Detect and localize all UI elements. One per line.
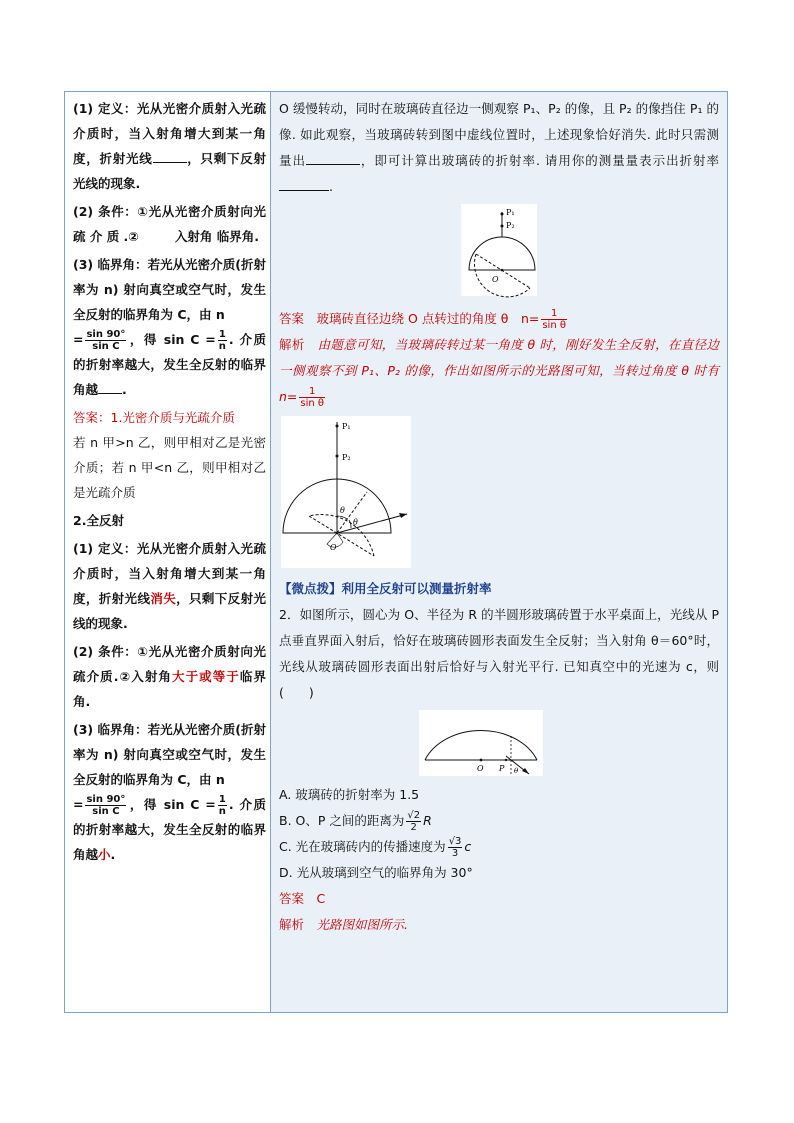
figure-3-svg bbox=[279, 710, 719, 778]
figure-2-svg bbox=[279, 416, 719, 570]
label-theta: θ bbox=[514, 767, 519, 775]
figure-1-svg bbox=[279, 204, 719, 304]
label-p: P bbox=[499, 764, 505, 773]
fraction-sin90-2: $\frac{\sin 90^\circ}{\text{sin C}}$ bbox=[86, 794, 126, 817]
option-b: B. O、P 之间的距离为 $\frac{√2}{2}$ R bbox=[279, 810, 432, 833]
option-a: A. 玻璃砖的折射率为 1.5 bbox=[279, 787, 420, 802]
crit-text-c: . 介质的折射率越大，发生全反射的临界角越 bbox=[73, 332, 267, 397]
answer-line-2: 若 n 甲>n 乙，则甲相对乙是光密介质；若 n 甲<n 乙，则甲相对乙是光疏介质 bbox=[73, 435, 266, 500]
explanation-1: 解析 由题意可知，当玻璃砖转过某一角度 θ 时，刚好发生全反射，在直径边一侧观察不到 P₁、P₂ 的像，作出如图所示的光路图可知，当转过角度 θ 时有 n= $\frac{1}{\text{sin θ}}$ bbox=[279, 337, 719, 409]
left-def-1 bbox=[73, 96, 266, 196]
eq-sign: = bbox=[73, 332, 84, 347]
option-c: C. 光在玻璃砖内的传播速度为 $\frac{√3}{3}$ c bbox=[279, 836, 472, 859]
answer-1: 答案 玻璃砖直径边绕 O 点转过的角度 θ n= $\frac{1}{\text{sin θ}}$ bbox=[279, 308, 566, 331]
section-total-reflection: 2.全反射 bbox=[73, 513, 124, 528]
figure-1 bbox=[279, 204, 719, 304]
point-p2 bbox=[336, 455, 339, 458]
point-p2 bbox=[501, 225, 504, 228]
label-p1: P₁ bbox=[342, 422, 351, 431]
question-2: 2．如图所示，圆心为 O、半径为 R 的半圆形玻璃砖置于水平桌面上，光线从 P 点垂直界面入射后，恰好在玻璃砖圆形表面发生全反射；当入射角 θ＝60°时，光线从玻璃砖圆形表面出射后恰好与入射光平行. 已知真空中的光速为 c，则( ) bbox=[279, 607, 719, 700]
figure-2 bbox=[279, 416, 719, 570]
blank bbox=[98, 393, 122, 394]
left-column bbox=[65, 92, 271, 1012]
blank bbox=[279, 190, 329, 191]
highlight-small: 小 bbox=[98, 847, 111, 862]
label-p2: P₂ bbox=[506, 221, 515, 230]
def-text: (1) 定义：光从光密介质射入光疏介质时，当入射角增大到某一角度，折射光线 bbox=[73, 101, 266, 166]
answer-line-1: 答案：1.光密介质与光疏介质 bbox=[73, 410, 235, 425]
highlight-disappear: 消失 bbox=[150, 591, 177, 606]
label-p2: P₂ bbox=[342, 453, 351, 462]
cond-text-b: 入射角 bbox=[174, 229, 213, 244]
highlight-gte: 大于或等于 bbox=[171, 669, 240, 684]
cond-text: (2) 条件：①光从光密介质射向光 疏 介 质 .② bbox=[73, 204, 266, 244]
blank bbox=[153, 162, 187, 163]
fraction-sin90: $\frac{\sin 90^\circ}{\text{sin C}}$ bbox=[86, 329, 126, 352]
explanation-2: 解析 光路图如图所示. bbox=[279, 917, 409, 932]
label-o: O bbox=[492, 275, 499, 284]
cond-text-c: 临界角. bbox=[216, 229, 260, 244]
option-d: D. 光从玻璃到空气的临界角为 30° bbox=[279, 865, 473, 880]
point-p1 bbox=[336, 425, 339, 428]
left-cond-2: (2) 条件：①光从光密介质射向光疏介质.②入射角大于或等于临界角. bbox=[73, 644, 266, 709]
right-column bbox=[271, 92, 727, 1012]
label-theta: θ bbox=[353, 518, 358, 527]
point-p1 bbox=[501, 213, 504, 216]
def-tail: ，只剩下反射光线的现象. bbox=[73, 151, 266, 191]
label-o: O bbox=[330, 543, 337, 552]
label-p1: P₁ bbox=[506, 208, 515, 217]
content-table bbox=[64, 91, 728, 1013]
crit-text-b: ，得 sin C = bbox=[128, 332, 216, 347]
left-def-2: (1) 定义：光从光密介质射入光疏介质时，当入射角增大到某一角度，折射光线消失，只剩下反射光线的现象. bbox=[73, 541, 266, 631]
fraction-1-n-2: $\frac{1}{n}$ bbox=[218, 794, 226, 817]
left-crit-1: (3) 临界角：若光从光密介质(折射率为 n) 射向真空或空气时，发生全反射的临界角为 C，由 n = $\frac{\sin 90^\circ}{\text{sin C}}$ ，得 sin C = $\frac{1}{n}$ . 介质的折射率越大，发生全反射的临界角越 . bbox=[73, 257, 267, 397]
answer-2: 答案 C bbox=[279, 891, 326, 906]
left-crit-2: (3) 临界角：若光从光密介质(折射率为 n) 射向真空或空气时，发生全反射的临界角为 C，由 n = $\frac{\sin 90^\circ}{\text{sin C}}$ ，得 sin C = $\frac{1}{n}$ . 介质的折射率越大，发生全反射的临界角越小. bbox=[73, 722, 267, 862]
intro-paragraph: O 缓慢转动，同时在玻璃砖直径边一侧观察 P₁、P₂ 的像，且 P₂ 的像挡住 P₁ 的像. 如此观察，当玻璃砖转到图中虚线位置时，上述现象恰好消失. 此时只需测量出 ，即可计算出玻璃砖的折射率. 请用你的测量量表示出折射率. bbox=[279, 101, 719, 194]
left-cond-1 bbox=[73, 199, 266, 249]
label-theta: θ bbox=[340, 506, 345, 515]
label-o: O bbox=[477, 764, 484, 773]
figure-3 bbox=[279, 710, 719, 778]
tip-line: 【微点拨】利用全反射可以测量折射率 bbox=[279, 581, 492, 596]
blank bbox=[306, 164, 360, 165]
fraction-1-n: $\frac{1}{n}$ bbox=[218, 329, 226, 352]
crit-text: (3) 临界角：若光从光密介质(折射率为 n) 射向真空或空气时，发生全反射的临界角为 C，由 n bbox=[73, 257, 266, 322]
